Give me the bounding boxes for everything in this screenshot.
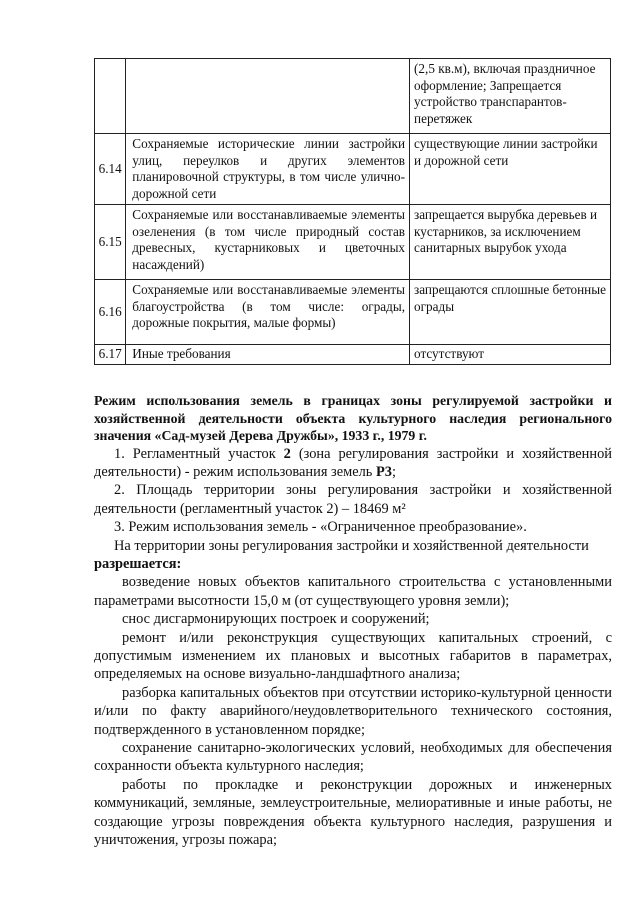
plot-number: 2 [283,445,291,462]
row-number: 6.17 [95,345,126,365]
table-row [95,345,611,365]
row-requirement: (2,5 кв.м), включая праздничное оформление; Запрещается устройство транспарантов-перетяжек [410,59,611,134]
row-requirement: отсутствуют [410,345,611,365]
row-description: Иные требования [126,345,410,365]
row-description: Сохраняемые или восстанавливаемые элементы озеленения (в том числе природный состав древесных, кустарниковых и цветочных насаждений) [126,205,410,280]
table-row [95,280,611,345]
list-item: разборка капитальных объектов при отсутствии историко-культурной ценности и/или по факту аварийного/неудовлетворительного технического состояния, подтвержденного в установленном порядке; [94,684,612,738]
row-number [95,59,126,134]
row-number: 6.16 [95,280,126,345]
row-description: Сохраняемые исторические линии застройки улиц, переулков и других элементов планировочной структуры, в том числе улично-дорожной сети [126,134,410,205]
row-number: 6.14 [95,134,126,205]
land-use-code: Р3 [375,463,392,480]
item-1 [94,445,612,482]
intro-paragraph: На территории зоны регулирования застройки и хозяйственной деятельности [114,537,589,554]
row-description [126,59,410,134]
item-1-text: 1. Регламентный участок [114,445,284,462]
list-item: снос дисгармонирующих построек и сооружений; [122,611,430,628]
body-text [94,392,612,849]
row-number: 6.15 [95,205,126,280]
item-2: 2. Площадь территории зоны регулирования застройки и хозяйственной деятельности (регламентный участок 2) – 18469 м² [94,482,612,517]
item-3: 3. Режим использования земель - «Ограниченное преобразование». [114,519,527,536]
row-requirement: существующие линии застройки и дорожной сети [410,134,611,205]
item-1-text-cont: (зона регулирования застройки и хозяйственной деятельности) - режим использования земель [94,445,612,480]
list-item: работы по прокладке и реконструкции дорожных и инженерных коммуникаций, земляные, землеустроительные, мелиоративные и иные работы, не создающие угрозы повреждения объекта культурного наследия, разрушения и уничтожения, угрозы пожара; [94,776,612,849]
item-1-end: ; [391,463,396,480]
table-row [95,134,611,205]
allowed-label: разрешается: [94,555,182,572]
requirements-table [94,58,611,365]
list-item: сохранение санитарно-экологических условий, необходимых для обеспечения сохранности объекта культурного наследия; [94,740,612,775]
section-heading: Режим использования земель в границах зоны регулируемой застройки и хозяйственной деятельности объекта культурного наследия регионального значения «Сад-музей Дерева Дружбы», 1933 г., 1979 г. [94,393,612,443]
row-description: Сохраняемые или восстанавливаемые элементы благоустройства (в том числе: ограды, дорожные покрытия, малые формы) [126,280,410,345]
list-item: ремонт и/или реконструкция существующих капитальных строений, с допустимым изменением их плановых и высотных габаритов в параметрах, определяемых на основе визуально-ландшафтного анализа; [94,629,612,683]
table-row [95,205,611,280]
row-requirement: запрещается вырубка деревьев и кустарников, за исключением санитарных вырубок ухода [410,205,611,280]
list-item: возведение новых объектов капитального строительства с установленными параметрами высотности 15,0 м (от существующего уровня земли); [94,574,612,609]
table-row [95,59,611,134]
row-requirement: запрещаются сплошные бетонные ограды [410,280,611,345]
